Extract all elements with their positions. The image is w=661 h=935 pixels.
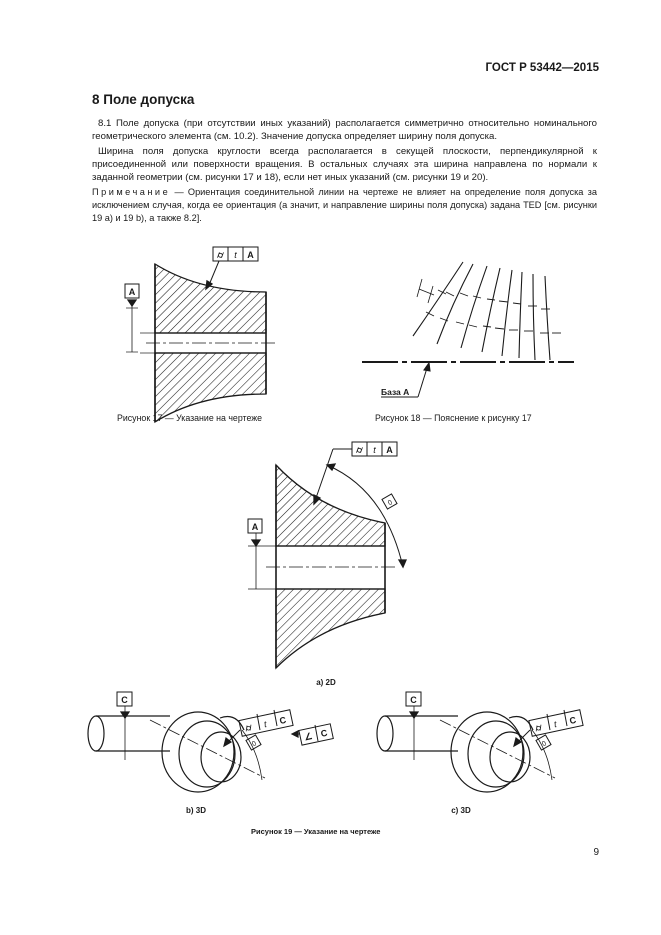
figure-17-drawing <box>125 247 276 422</box>
fig19c-ted-value: 0 <box>541 740 548 749</box>
paragraph-8-1: 8.1 Поле допуска (при отсутствии иных указаний) располагается симметрично относительно номинального геометрического элемента (см. 10.2). Значение допуска определяет ширину поля допуска. <box>92 118 597 142</box>
fig19a-frame-datum: A <box>386 445 393 455</box>
figure-18-drawing <box>362 262 574 397</box>
fig19a-ted-value: 0 <box>387 499 394 508</box>
figure-18-caption: Рисунок 18 — Пояснение к рисунку 17 <box>375 413 532 423</box>
figure-19c-drawing <box>377 692 583 792</box>
figure-19a-drawing <box>248 442 406 668</box>
fig17-frame-tolerance: t <box>234 250 237 260</box>
standard-header: ГОСТ Р 53442—2015 <box>485 62 599 74</box>
figure-19-caption: Рисунок 19 — Указание на чертеже <box>251 827 381 836</box>
fig19b-frame-tolerance: t <box>262 719 268 730</box>
note-text: — Ориентация соединительной линии на чертеже не влияет на определение поля допуска за исключением случая, когда ее ориентация (а значит, и направление ширины поля допуска) задана TED [см. рисунки 19 а) и 19 b), а также 8.2]. <box>92 187 597 223</box>
fig19c-subcaption: c) 3D <box>451 806 471 815</box>
fig19b-frame-symbol: ⌭ <box>244 722 253 734</box>
fig19b-datum-label: C <box>121 695 128 705</box>
fig19a-frame-symbol: ⌭ <box>356 445 363 455</box>
section-heading: 8 Поле допуска <box>92 92 195 107</box>
fig19c-frame-tolerance: t <box>552 719 558 730</box>
figure-19b-drawing <box>88 692 333 792</box>
fig19a-datum-label: A <box>251 522 259 532</box>
fig19b-ted-value: 0 <box>251 740 258 749</box>
fig19a-subcaption: а) 2D <box>316 678 336 687</box>
fig19c-datum-label: C <box>410 695 417 705</box>
fig19b-frame2-symbol: ∠ <box>303 730 314 743</box>
fig18-datum-label: База А <box>381 387 410 397</box>
fig17-datum-label: A <box>128 287 136 297</box>
fig19c-frame-datum: C <box>568 714 578 727</box>
page-number: 9 <box>593 847 599 858</box>
fig19b-subcaption: b) 3D <box>186 806 206 815</box>
fig19b-frame-datum: C <box>278 714 288 727</box>
paragraph-roundness: Ширина поля допуска круглости всегда располагается в секущей плоскости, перпендикулярной к присоединенной или поверхности вращения. В остальных случаях эта ширина направлена по нормали к заданной геометрии (см. рисунки 17 и 18), если нет иных указаний (см. рисунки 19 и 20). <box>92 146 597 183</box>
note-label: Примечание <box>92 187 171 197</box>
fig19a-frame-tolerance: t <box>373 445 376 455</box>
fig17-frame-symbol: ⌭ <box>217 250 224 260</box>
fig19c-frame-symbol: ⌭ <box>534 722 543 734</box>
figure-17-caption: Рисунок 17 — Указание на чертеже <box>117 413 263 423</box>
fig17-frame-datum: A <box>247 250 254 260</box>
fig19b-frame2-datum: C <box>319 727 329 739</box>
